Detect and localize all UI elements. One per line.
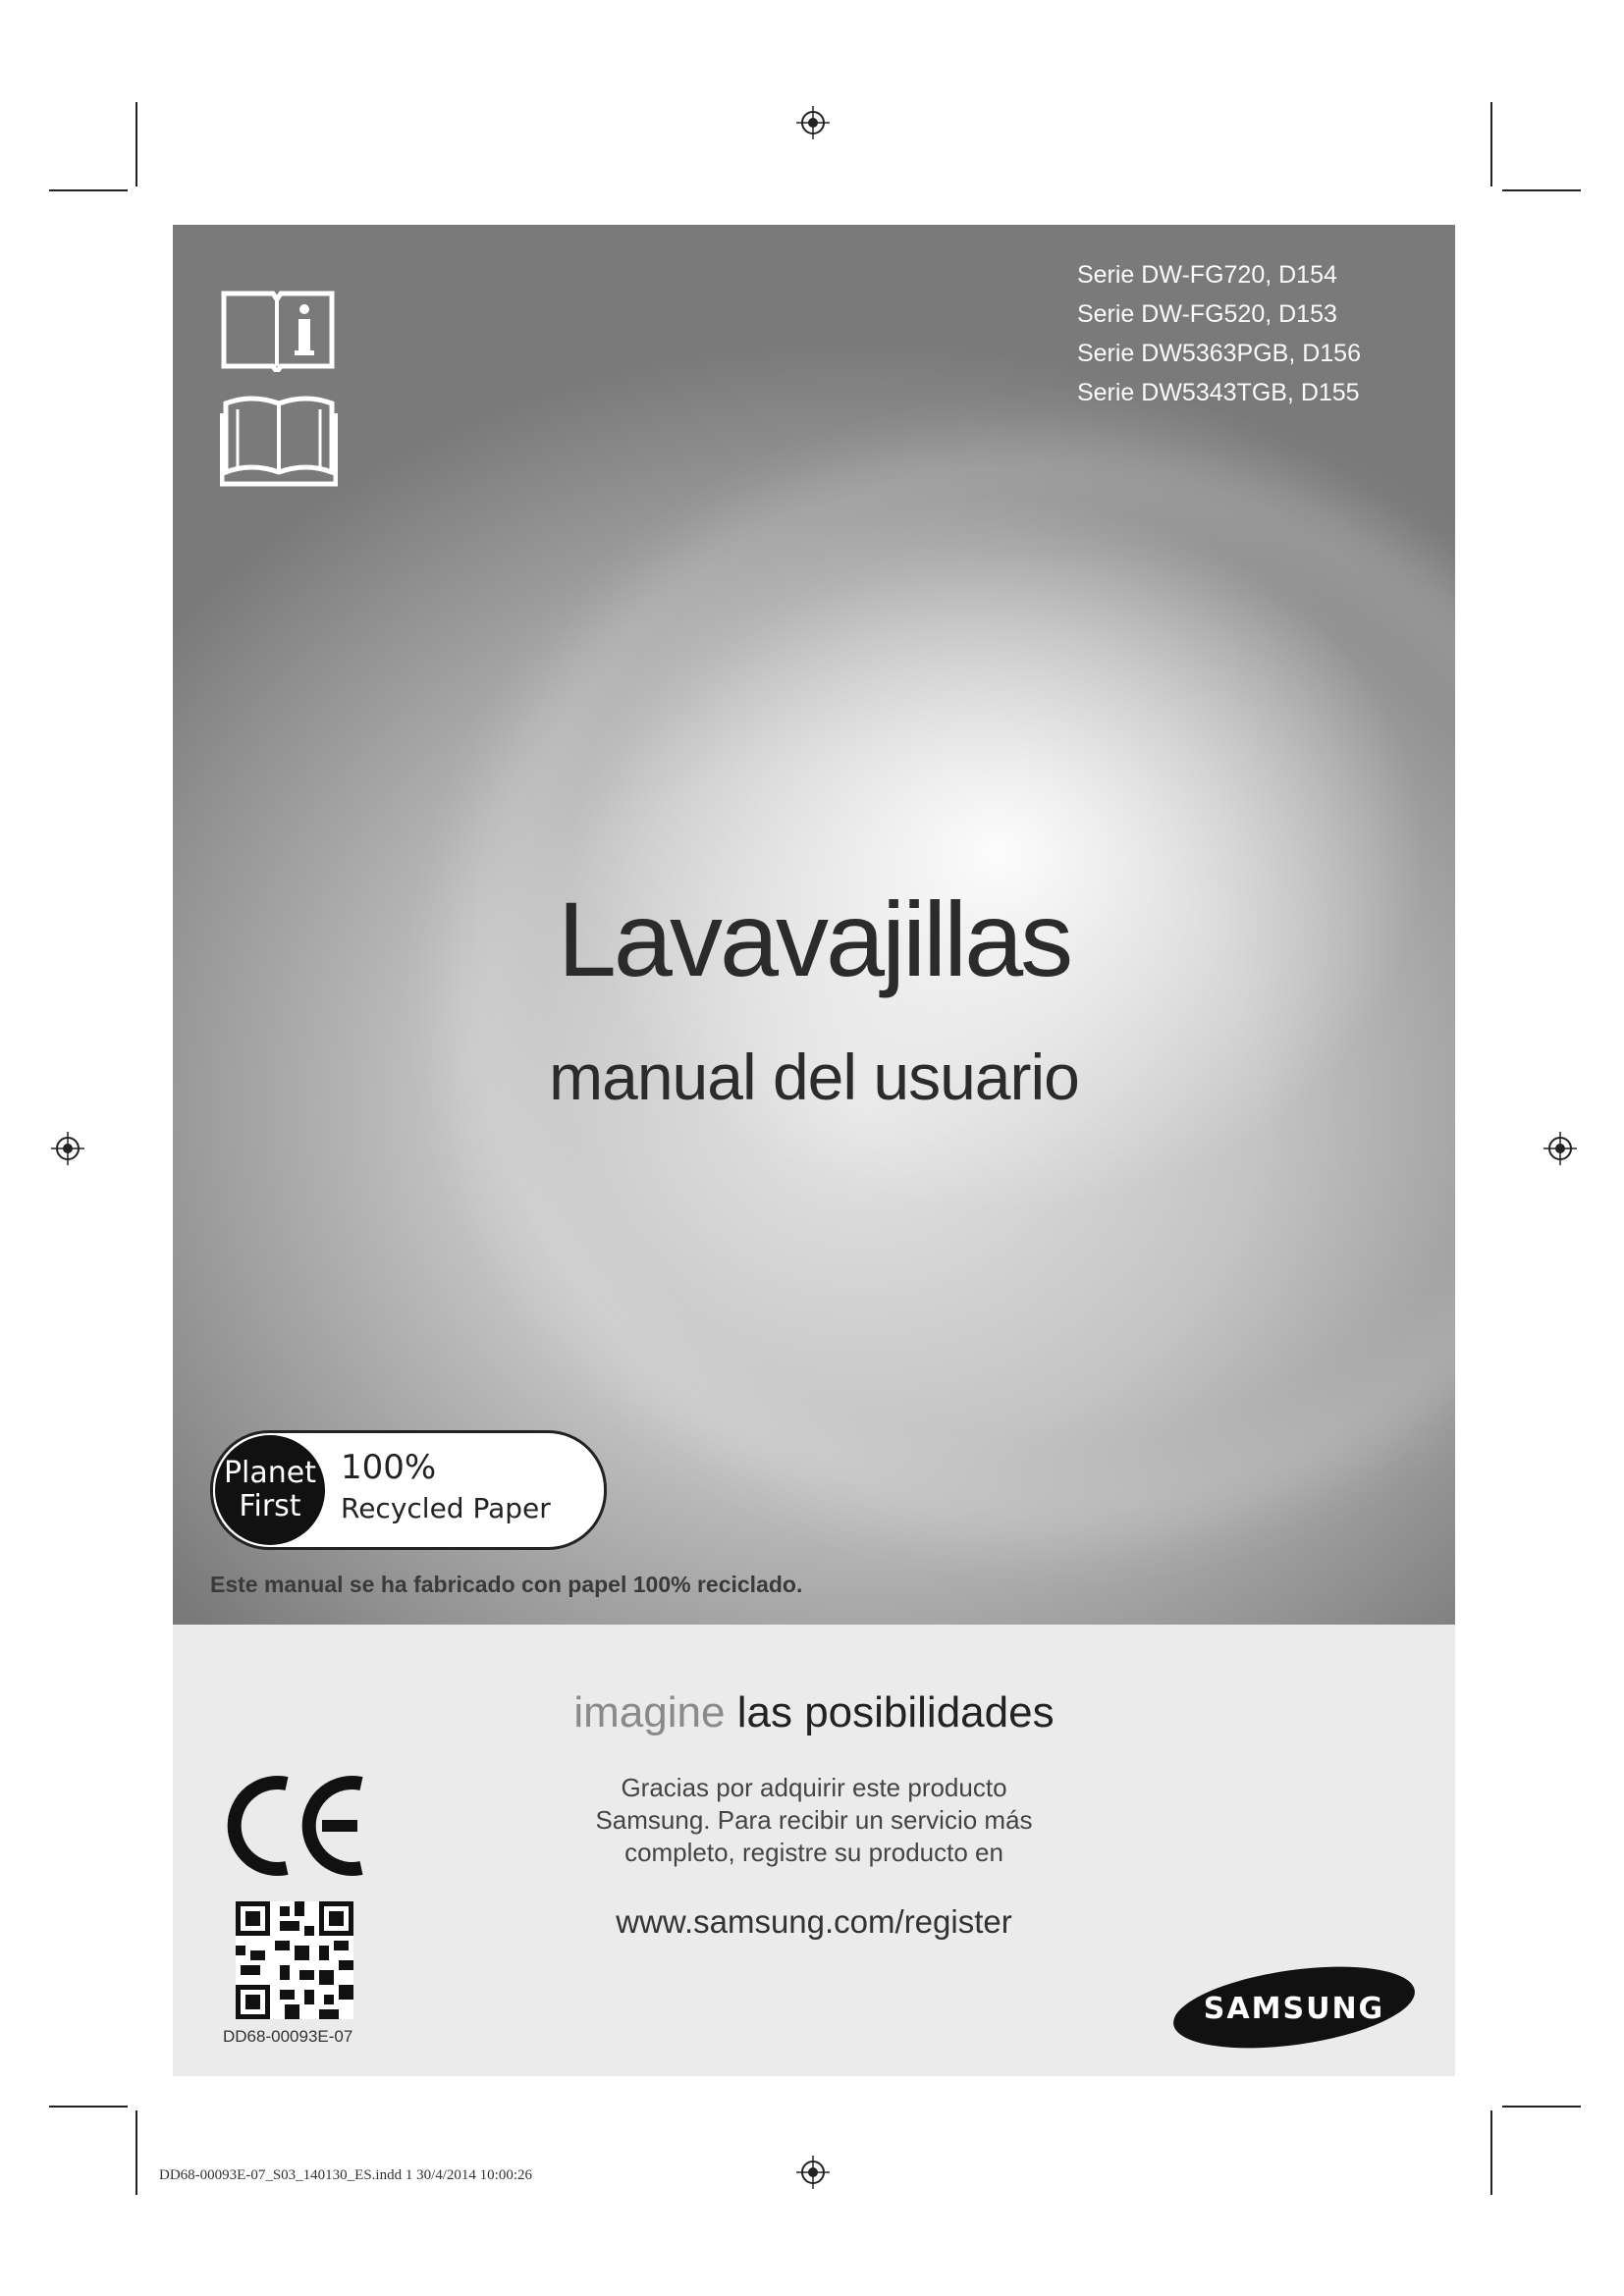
info-manual-icon — [220, 286, 336, 372]
registration-text-line: Samsung. Para recibir un servicio más — [595, 1805, 1033, 1835]
registration-text-line: Gracias por adquirir este producto — [621, 1773, 1007, 1802]
series-line: Serie DW5363PGB, D156 — [1076, 340, 1361, 367]
crop-mark — [1502, 189, 1581, 191]
open-book-icon — [220, 390, 338, 488]
crop-mark — [135, 102, 137, 187]
registration-target-icon — [796, 2156, 830, 2189]
series-line: Serie DW-FG520, D153 — [1076, 300, 1337, 328]
qr-code-icon — [236, 1901, 353, 2019]
cover-panel — [173, 225, 1455, 1625]
series-line: Serie DW5343TGB, D155 — [1076, 379, 1360, 406]
print-slug: DD68-00093E-07_S03_140130_ES.indd 1 30/4/2014 10:00:26 — [159, 2167, 533, 2183]
tagline — [173, 1688, 1455, 1737]
planet-first-text — [341, 1447, 551, 1529]
planet-first-badge — [210, 1430, 607, 1550]
model-series-list — [1077, 255, 1361, 412]
planet-first-logo — [215, 1435, 325, 1545]
tagline-light: imagine — [573, 1688, 726, 1736]
registration-target-icon — [51, 1132, 84, 1165]
document-code: DD68-00093E-07 — [223, 2027, 353, 2046]
registration-target-icon — [796, 106, 830, 139]
samsung-logo — [1168, 1963, 1420, 2052]
tagline-dark: las posibilidades — [736, 1688, 1055, 1736]
product-title: Lavavajillas — [557, 880, 1071, 998]
recycled-percent: 100% — [341, 1448, 437, 1487]
recycled-note: Este manual se ha fabricado con papel 100% reciclado. — [210, 1572, 803, 1597]
crop-mark — [1502, 2106, 1581, 2108]
registration-target-icon — [1543, 1132, 1577, 1165]
crop-mark — [1490, 102, 1492, 187]
crop-mark — [1490, 2110, 1492, 2195]
planet-first-logo-line: First — [239, 1489, 301, 1523]
crop-mark — [49, 189, 128, 191]
planet-first-logo-line: Planet — [223, 1456, 317, 1490]
register-url[interactable]: www.samsung.com/register — [616, 1903, 1012, 1940]
crop-mark — [49, 2106, 128, 2108]
series-line: Serie DW-FG720, D154 — [1076, 261, 1337, 289]
footer-band — [173, 1625, 1455, 2076]
recycled-paper-label: Recycled Paper — [341, 1492, 551, 1524]
manual-subtitle: manual del usuario — [549, 1041, 1079, 1113]
samsung-logo-text: SAMSUNG — [1203, 1992, 1385, 2026]
crop-mark — [135, 2110, 137, 2195]
ce-mark — [224, 1772, 371, 1880]
registration-text-line: completo, registre su producto en — [624, 1838, 1003, 1867]
